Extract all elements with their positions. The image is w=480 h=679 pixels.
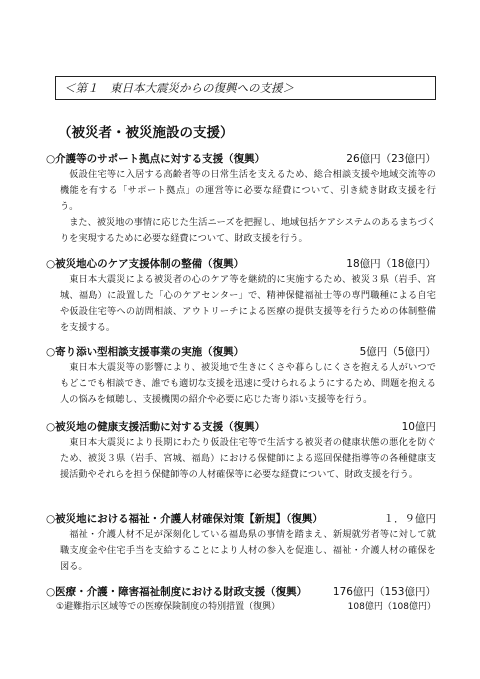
item-description [60, 360, 436, 408]
item-title: ○被災地における福祉・介護人材確保対策【新規】（復興） [46, 513, 323, 525]
item-title: ○介護等のサポート拠点に対する支援（復興） [46, 153, 266, 165]
budget-item-consultation [46, 345, 436, 408]
item-title: ○被災地の健康支援活動に対する支援（復興） [46, 421, 266, 433]
paragraph: 福祉・介護人材不足が深刻化している福島県の事情を踏まえ、新規就労者等に対して就職支度金や住宅手当を支給することにより人材の参入を促進し、福祉・介護人材の確保を図る。 [60, 529, 436, 572]
budget-item-care-staff [46, 512, 436, 575]
item-title: ○被災地心のケア支援体制の整備（復興） [46, 258, 245, 270]
sub-item-title: ①避難指示区域等での医療保険制度の特別措置（復興） [56, 602, 281, 612]
item-header [46, 257, 436, 272]
budget-item-mental-care [46, 257, 436, 336]
item-header [46, 345, 436, 360]
item-description [60, 272, 436, 336]
paragraph: 東日本大震災により長期にわたり仮設住宅等で生活する被災者の健康状態の悪化を防ぐため、被災３県（岩手、宮城、福島）における保健師による巡回保健指導等の各種健康支援活動やそれらを担う保健師等の人材確保等に必要な経費について、財政支援を行う。 [60, 437, 436, 480]
item-title: ○寄り添い型相談支援事業の実施（復興） [46, 346, 245, 358]
item-header [46, 420, 436, 435]
paragraph: 仮設住宅等に入居する高齢者等の日常生活を支えるため、総合相談支援や地域交流等の機能を有する「サポート拠点」の運営等に必要な経費について、引き続き財政支援を行う。 [60, 169, 436, 212]
item-amount: 26億円（23億円） [346, 153, 436, 165]
item-amount: 18億円（18億円） [346, 258, 436, 270]
item-header [46, 512, 436, 527]
budget-item-health-support [46, 420, 436, 483]
item-description [60, 167, 436, 247]
item-header [46, 585, 436, 600]
paragraph: 東日本大震災による被災者の心のケア等を継続的に実施するため、被災３県（岩手、宮城、福島）に設置した「心のケアセンター」で、精神保健福祉士等の専門職種による自宅や仮設住宅等への訪問相談、アウトリーチによる医療の提供支援等を行うための体制整備を支援する。 [60, 274, 436, 333]
item-header [46, 152, 436, 167]
item-amount: 176億円（153億円） [332, 586, 436, 598]
item-description [60, 527, 436, 575]
item-description [60, 435, 436, 483]
item-amount: 5億円（5億円） [359, 346, 436, 358]
budget-item-support-base [46, 152, 436, 247]
item-title: ○医療・介護・障害福祉制度における財政支援（復興） [46, 586, 308, 598]
item-amount: 10億円 [401, 421, 436, 433]
paragraph: また、被災地の事情に応じた生活ニーズを把握し、地域包括ケアシステムのあるまちづくりを実現するために必要な経費について、財政支援を行う。 [60, 217, 436, 244]
paragraph: 東日本大震災等の影響により、被災地で生きにくさや暮らしにくさを抱える人がいつでもどこでも相談でき、誰でも適切な支援を迅速に受けられるようにするため、問題を抱える人の悩みを傾聴し、支援機関の紹介や必要に応じた寄り添い支援等を行う。 [60, 362, 436, 405]
item-amount: １．９億円 [383, 513, 436, 525]
budget-item-financial-support [46, 585, 436, 614]
sub-item [56, 600, 436, 614]
sub-item-amount: 108億円（108億円） [347, 602, 436, 612]
page-title: ＜第１ 東日本大震災からの復興への支援＞ [55, 76, 436, 100]
section-heading: （被災者・被災施設の支援） [58, 125, 234, 141]
